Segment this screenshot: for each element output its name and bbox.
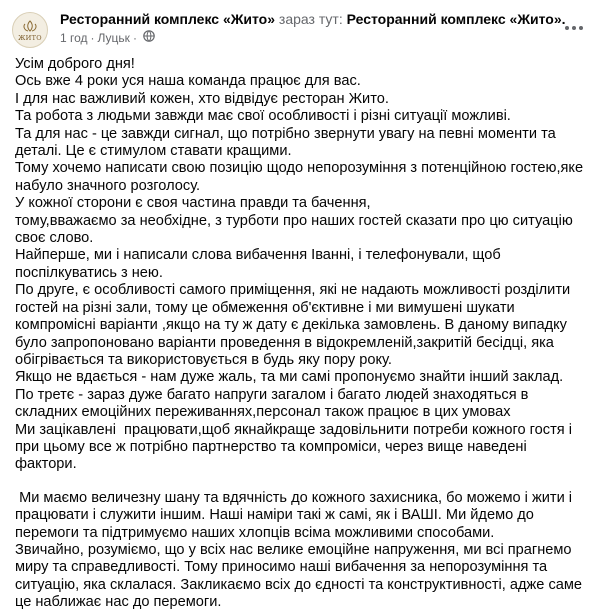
post-paragraph: тому,вважаємо за необхідне, з турботи про наших гостей сказати про цю ситуацію своє слово.: [15, 212, 577, 247]
post-paragraph: Найперше, ми і написали слова вибачення Іванні, і телефонували, щоб поспілкуватись з нею.: [15, 247, 505, 281]
meta-separator: ·: [90, 31, 95, 45]
post-header: [0, 0, 600, 56]
avatar-logo-text: ЖИТО: [18, 34, 42, 42]
page-name-link[interactable]: Ресторанний комплекс «Жито»: [60, 11, 276, 27]
location-prefix: зараз тут:: [275, 11, 347, 27]
post-paragraph: Усім доброго дня!: [15, 56, 135, 72]
post-meta: [60, 30, 155, 46]
post-paragraph: І для нас важливий кожен, хто відвідує ресторан Жито.: [15, 90, 389, 107]
post-paragraph: Та робота з людьми завжди має свої особливості і різні ситуації можливі.: [15, 108, 511, 125]
location-link[interactable]: Ресторанний комплекс «Жито».: [346, 11, 566, 27]
post-paragraph: По третє - зараз дуже багато напруги загалом і багато людей знаходяться в складних емоційних переживаннях,персонал також працює в цих умовах: [15, 386, 533, 421]
post-paragraph: Якщо не вдається - нам дуже жаль, та ми самі пропонуємо знайти інший заклад.: [15, 369, 564, 386]
more-options-button[interactable]: [562, 16, 586, 40]
post-paragraph: Тому хочемо написати свою позицію щодо непорозуміння з потенційною гостею,яке набуло значного розголосу.: [15, 160, 588, 194]
post-time[interactable]: 1 год: [60, 31, 88, 45]
post-paragraph: Та для нас - це завжди сигнал, що потрібно звернути увагу на певні моменти та деталі. Це є стимулом ставати кращими.: [15, 125, 560, 160]
post-city[interactable]: Луцьк: [97, 31, 130, 45]
page-avatar[interactable]: [12, 12, 48, 48]
post-paragraph: Ми маємо величезну шану та вдячність до кожного захисника, бо можемо і жити і працювати і служити іншим. Наші наміри такі ж самі, як і ВАШІ. Ми йдемо до перемоги та підтримуємо наших хлопців всіма можливими способами.: [15, 489, 577, 541]
post-paragraph: Ми зацікавлені працювати,щоб якнайкраще задовільнити потреби кожного гостя і при цьому все ж потрібно партнерство та компроміси, через вище наведені фактори.: [15, 421, 577, 473]
more-options-icon: [564, 25, 584, 31]
header-title-line: [60, 10, 566, 28]
post-paragraph: У кожної сторони є своя частина правди та бачення,: [15, 195, 371, 212]
post-paragraph: Ось вже 4 роки уся наша команда працює для вас.: [15, 73, 361, 90]
meta-separator-2: ·: [132, 31, 137, 45]
post-paragraph: По друге, є особливості самого приміщення, які не надають можливості розділити гостей на різні зали, тому це обмеження об'єктивне і ми вимушені шукати компромісні варіанти ,якщо на ту ж дату є декілька замовлень. В даному випадку було запропоновано варіанти проведення в відокремленій,закритій бесідці, яка обігрівається та використовується в будь яку пору року.: [15, 282, 575, 368]
post-paragraph: Звичайно, розуміємо, що у всіх нас велике емоційне напруження, ми всі прагнемо миру та справедливості. Тому приносимо наші вибачення за непорозуміння та ситуацію, яка склалася. Закликаємо всіх до єдності та конструктивності, адже саме це наближає нас до перемоги.: [15, 541, 587, 611]
post-text: [15, 56, 587, 612]
globe-icon[interactable]: [143, 30, 155, 46]
